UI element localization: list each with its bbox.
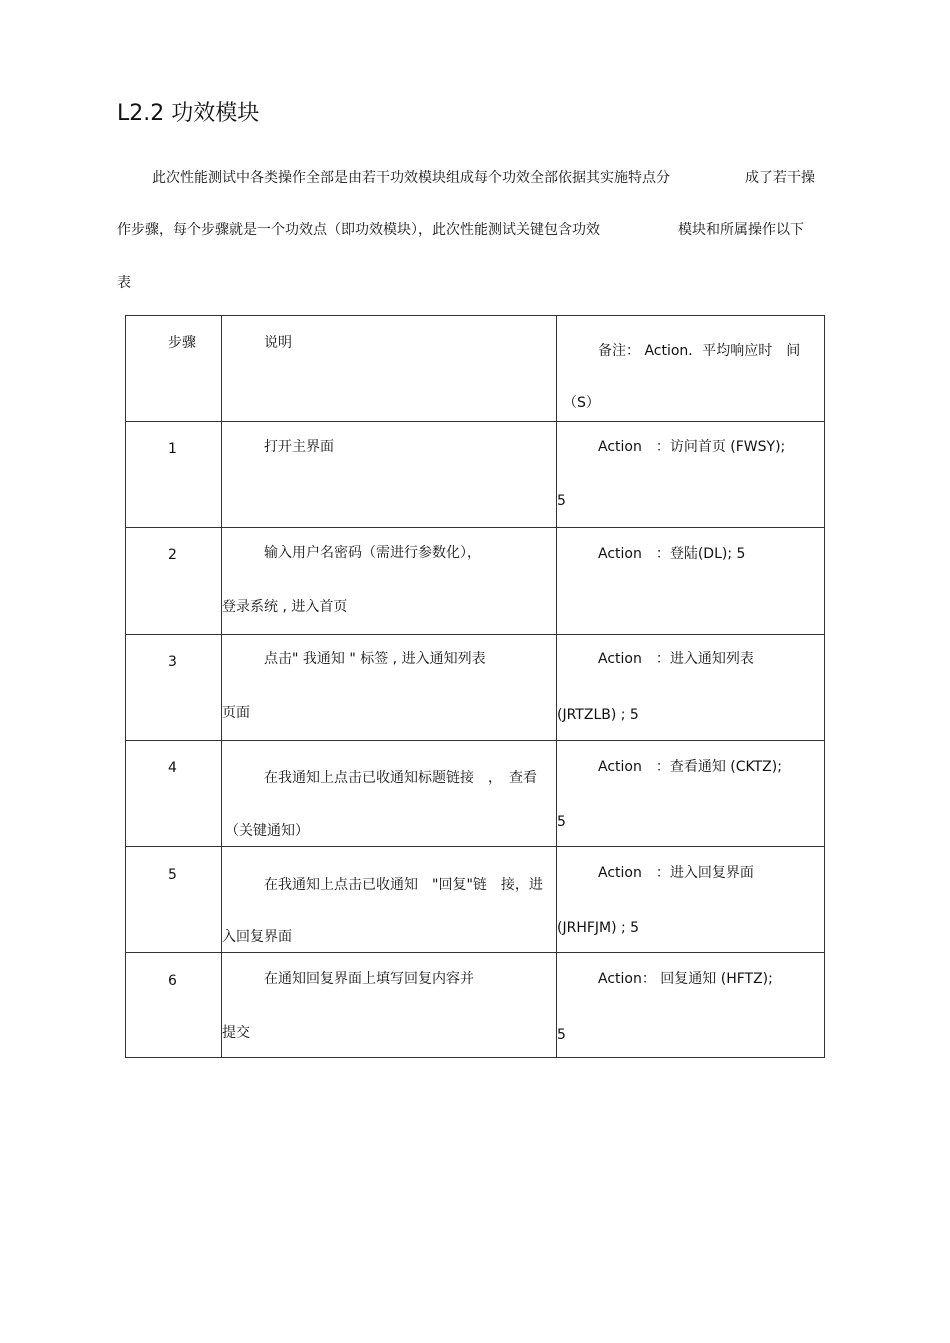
row-6-note-line2: 5 [557,1027,566,1043]
header-note-line1: 备注： Action．平均响应时 间 [598,343,801,359]
intro-line-1b: 成了若干操 [745,170,815,186]
table-divider [125,952,825,953]
row-1-note-line2: 5 [557,493,566,509]
table-divider [125,634,825,635]
row-5-step: 5 [168,867,177,883]
header-step: 步骤 [168,335,196,351]
row-2-note-line1: Action ：登陆(DL); 5 [598,546,746,562]
table-border [824,315,825,1058]
row-5-desc-line2: 入回复界面 [222,929,292,945]
row-4-desc-line1: 在我通知上点击已收通知标题链接 ， 查看 [264,770,537,786]
row-3-step: 3 [168,654,177,670]
table-divider [125,421,825,422]
row-5-note-line1: Action ：进入回复界面 [598,865,754,881]
intro-line-2a: 作步骤，每个步骤就是一个功效点（即功效模块），此次性能测试关键包含功效 [117,222,600,238]
intro-line-1a: 此次性能测试中各类操作全部是由若干功效模块组成每个功效全部依据其实施特点分 [152,170,670,186]
row-2-step: 2 [168,547,177,563]
row-6-desc-line1: 在通知回复界面上填写回复内容并 [264,971,474,987]
table-divider [125,527,825,528]
intro-line-2b: 模块和所属操作以下 [678,222,804,238]
row-5-desc-line1: 在我通知上点击已收通知 "回复"链 接，进 [264,877,543,893]
table-divider [556,315,557,1058]
row-1-step: 1 [168,441,177,457]
row-4-step: 4 [168,760,177,776]
row-4-note-line1: Action ：查看通知 (CKTZ); [598,759,782,775]
row-4-note-line2: 5 [557,814,566,830]
row-3-note-line2: (JRTZLB) ; 5 [557,707,639,723]
row-6-step: 6 [168,973,177,989]
row-3-desc-line1: 点击" 我通知 " 标签 , 进入通知列表 [264,651,486,667]
table-divider [125,740,825,741]
row-1-note-line1: Action ：访问首页 (FWSY); [598,439,786,455]
row-1-desc-line1: 打开主界面 [264,439,334,455]
row-2-desc-line1: 输入用户名密码（需进行参数化）， [264,545,481,561]
section-title: L2.2 功效模块 [117,101,260,126]
intro-line-3: 表 [117,275,131,291]
table-border [125,315,825,316]
row-3-note-line1: Action ：进入通知列表 [598,651,754,667]
row-5-note-line2: (JRHFJM) ; 5 [557,920,640,936]
row-2-desc-line2: 登录系统 , 进入首页 [222,599,348,615]
row-6-desc-line2: 提交 [222,1025,250,1041]
table-border [125,315,126,1058]
table-border [125,1057,825,1058]
row-3-desc-line2: 页面 [222,705,250,721]
table-divider [125,846,825,847]
header-description: 说明 [264,335,292,351]
header-note-line2: （S） [563,395,600,411]
row-4-desc-line2: （关键通知） [225,823,309,839]
row-6-note-line1: Action： 回复通知 (HFTZ); [598,971,773,987]
